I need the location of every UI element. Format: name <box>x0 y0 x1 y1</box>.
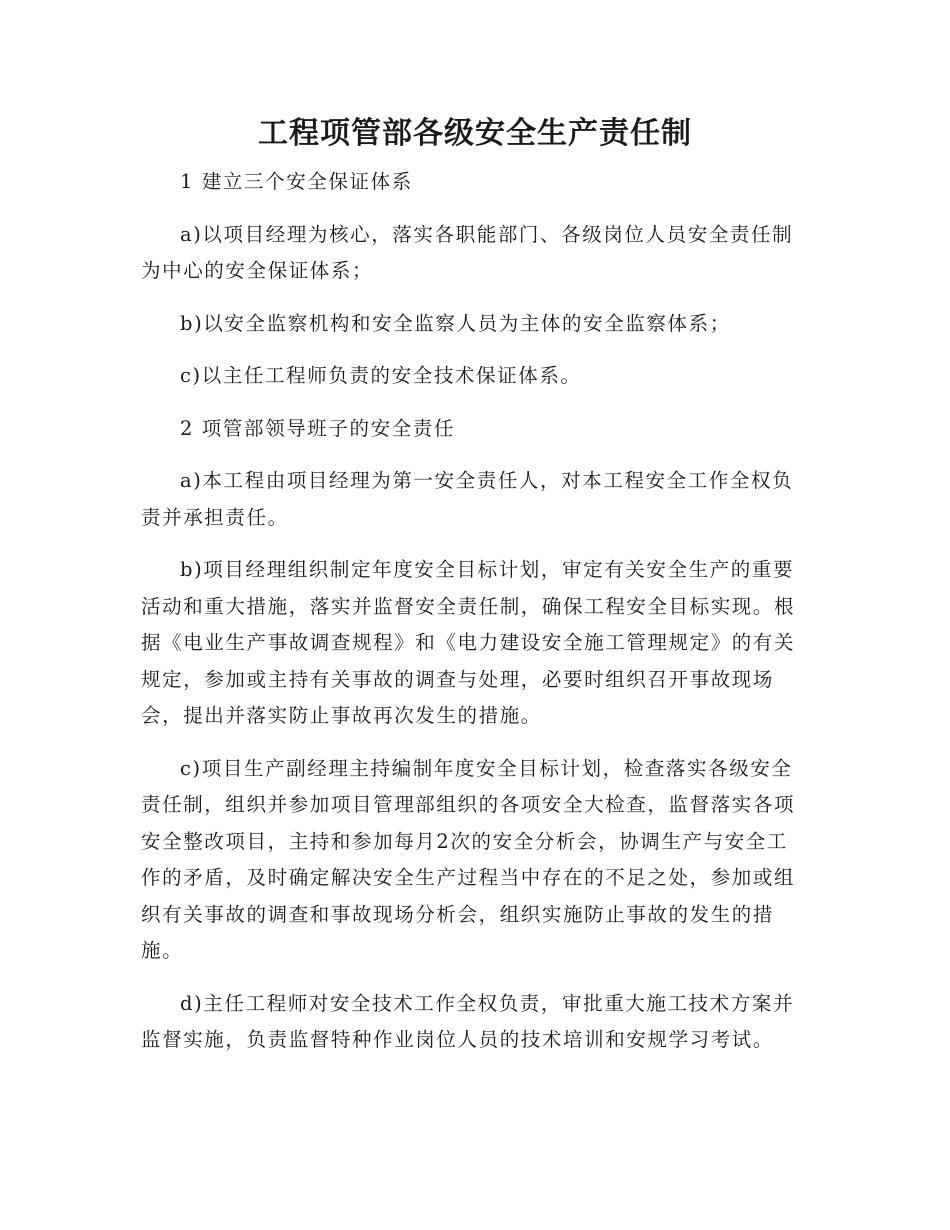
paragraph-2c: c)项目生产副经理主持编制年度安全目标计划，检查落实各级安全责任制，组织并参加项目管理部组织的各项安全大检查，监督落实各项安全整改项目，主持和参加每月2次的安全分析会，协调生产与安全工作的矛盾，及时确定解决安全生产过程当中存在的不足之处，参加或组织有关事故的调查和事故现场分析会，组织实施防止事故的发生的措施。 <box>141 756 796 962</box>
paragraph-2b: b)项目经理组织制定年度安全目标计划，审定有关安全生产的重要活动和重大措施，落实并监督安全责任制，确保工程安全目标实现。根据《电业生产事故调查规程》和《电力建设安全施工管理规定》的有关规定，参加或主持有关事故的调查与处理，必要时组织召开事故现场会，提出并落实防止事故再次发生的措施。 <box>141 558 796 727</box>
paragraph-2d: d)主任工程师对安全技术工作全权负责，审批重大施工技术方案并监督实施，负责监督特种作业岗位人员的技术培训和安规学习考试。 <box>141 991 795 1051</box>
paragraph-1a: a)以项目经理为核心，落实各职能部门、各级岗位人员安全责任制为中心的安全保证体系； <box>141 222 794 282</box>
document-title: 工程项管部各级安全生产责任制 <box>258 116 692 151</box>
document-body <box>141 164 801 1075</box>
paragraph-1c: c)以主任工程师负责的安全技术保证体系。 <box>180 364 582 387</box>
section-heading-1: 1 建立三个安全保证体系 <box>180 170 413 193</box>
paragraph-1b: b)以安全监察机构和安全监察人员为主体的安全监察体系； <box>180 311 731 335</box>
paragraph-2a: a)本工程由项目经理为第一安全责任人，对本工程安全工作全权负责并承担责任。 <box>141 469 794 529</box>
section-heading-2: 2 项管部领导班子的安全责任 <box>180 416 456 440</box>
